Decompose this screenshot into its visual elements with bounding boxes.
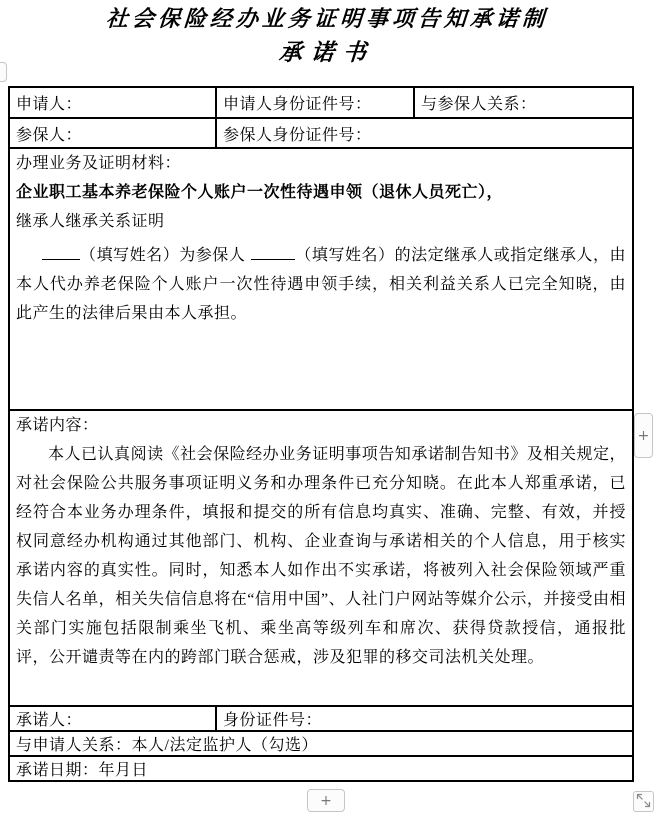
business-section-cell[interactable] — [9, 148, 633, 410]
promiser-id-label: 身份证件号： — [223, 712, 323, 729]
business-item: 企业职工基本养老保险个人账户一次性待遇申领（退休人员死亡）， — [16, 184, 504, 201]
table-row — [9, 118, 633, 148]
add-column-button[interactable] — [634, 413, 653, 458]
promiser-label: 承诺人： — [16, 712, 83, 729]
row-handle-stub[interactable] — [0, 62, 7, 82]
declaration-seg-2: （填写姓名）的法定继承人或指定继承人，由本人代办养老保险个人账户一次性待遇申领手续，相关利益关系人已完全知晓，由此产生的法律后果由本人承担。 — [16, 247, 626, 322]
applicant-relation-label: 与申请人关系：本人/法定监护人（勾选） — [16, 737, 318, 754]
business-heading: 办理业务及证明材料： — [16, 155, 182, 172]
add-row-button[interactable] — [307, 789, 345, 812]
applicant-id-label: 申请人身份证件号： — [223, 96, 372, 113]
insured-id-label: 参保人身份证件号： — [223, 126, 372, 144]
promise-body: 本人已认真阅读《社会保险经办业务证明事项告知承诺制告知书》及相关规定，对社会保险公共服务事项证明义务和办理条件已充分知晓。在此本人郑重承诺，已经符合本业务办理条件，填报和提交的所有信息均真实、准确、完整、有效，并授权同意经办机构通过其他部门、机构、企业查询与承诺相关的个人信息，用于核实承诺内容的真实性。同时，知悉本人如作出不实承诺，将被列入社会保险领域严重失信人名单，相关失信信息将在“信用中国”、人社门户网站等媒介公示，并接受由相关部门实施包括限制乘坐飞机、乘坐高等级列车和席次、获得贷款授信，通报批评，公开谴责等在内的跨部门联合惩戒，涉及犯罪的移交司法机关处理。 — [16, 446, 626, 666]
insured-cell[interactable] — [9, 118, 216, 148]
date-cell[interactable] — [9, 756, 633, 781]
applicant-relation-cell[interactable] — [9, 731, 633, 756]
insured-label: 参保人： — [16, 126, 83, 144]
promise-section-cell[interactable] — [9, 410, 633, 706]
table-row — [9, 148, 633, 410]
document-title — [0, 4, 654, 69]
name-blank-2 — [251, 244, 295, 260]
promiser-cell[interactable] — [9, 706, 216, 731]
insured-id-cell[interactable] — [216, 118, 633, 148]
relation-to-insured-label: 与参保人关系： — [421, 96, 537, 113]
name-blank-1 — [42, 244, 80, 260]
plus-icon: + — [320, 792, 332, 809]
declaration-seg-1: （填写姓名）为参保人 — [80, 247, 246, 264]
table-row — [9, 410, 633, 706]
table-row — [9, 87, 633, 118]
applicant-label: 申请人： — [16, 96, 83, 113]
table-resize-handle[interactable] — [633, 791, 654, 812]
applicant-id-cell[interactable] — [216, 87, 414, 118]
applicant-cell[interactable] — [9, 87, 216, 118]
heir-declaration — [16, 241, 626, 328]
promise-heading: 承诺内容： — [16, 417, 99, 434]
relation-to-insured-cell[interactable] — [414, 87, 633, 118]
title-line-2: 承诺书 — [278, 40, 376, 65]
plus-icon: + — [637, 427, 650, 444]
certificate-item: 继承人继承关系证明 — [16, 213, 165, 230]
title-line-1: 社会保险经办业务证明事项告知承诺制 — [105, 6, 549, 31]
table-row — [9, 756, 633, 781]
resize-arrows-icon — [636, 793, 651, 811]
table-row — [9, 731, 633, 756]
commitment-form-table — [8, 86, 634, 782]
date-label: 承诺日期：年月日 — [16, 762, 149, 779]
promiser-id-cell[interactable] — [216, 706, 633, 731]
table-row — [9, 706, 633, 731]
